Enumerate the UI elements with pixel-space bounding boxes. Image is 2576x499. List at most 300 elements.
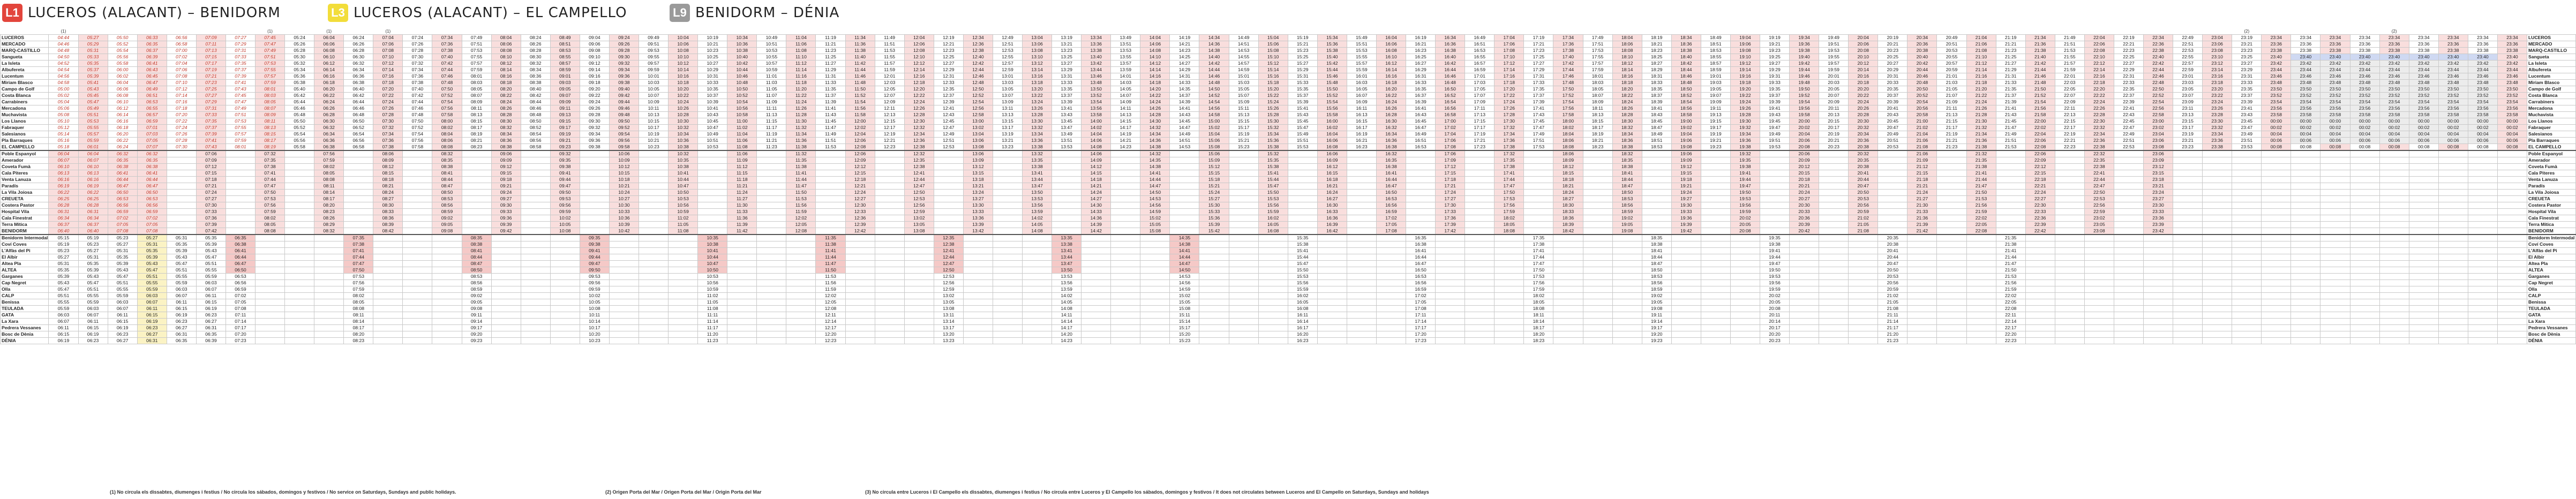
- time-cell: 07:19: [196, 67, 226, 73]
- time-cell: [1849, 338, 1878, 344]
- time-cell: 18:23: [1642, 48, 1671, 54]
- time-cell: [2409, 274, 2438, 280]
- time-cell: [727, 248, 757, 254]
- time-cell: 23:42: [2350, 61, 2379, 67]
- time-cell: [2262, 157, 2291, 164]
- time-cell: [1082, 319, 1111, 325]
- time-cell: 23:52: [2291, 93, 2320, 99]
- time-cell: [2291, 150, 2320, 157]
- time-cell: 07:35: [255, 157, 284, 164]
- time-cell: 10:20: [580, 331, 609, 338]
- time-cell: 22:12: [2084, 61, 2114, 67]
- time-cell: [1701, 338, 1730, 344]
- time-cell: [373, 293, 403, 299]
- time-cell: 13:32: [1023, 125, 1052, 131]
- time-cell: 16:15: [1347, 118, 1376, 125]
- time-cell: 14:15: [1082, 170, 1111, 177]
- time-cell: 09:36: [580, 138, 609, 144]
- time-cell: [2173, 228, 2203, 235]
- time-cell: 14:18: [1082, 177, 1111, 183]
- time-cell: 20:37: [1878, 93, 1907, 99]
- note-mark: [1583, 28, 1612, 35]
- time-cell: 18:36: [1671, 41, 1701, 48]
- time-cell: [2320, 202, 2350, 209]
- time-cell: 07:35: [344, 235, 373, 241]
- time-cell: [2025, 248, 2055, 254]
- time-cell: 19:16: [1730, 73, 1760, 80]
- note-mark: [1111, 28, 1140, 35]
- time-cell: 09:14: [580, 67, 609, 73]
- time-cell: 17:53: [1583, 48, 1612, 54]
- time-cell: 13:50: [1082, 86, 1111, 93]
- time-cell: 13:03: [993, 80, 1022, 86]
- time-cell: [2291, 293, 2320, 299]
- time-cell: 22:56: [2143, 105, 2173, 112]
- time-cell: 12:28: [904, 112, 934, 118]
- time-cell: 13:20: [1023, 86, 1052, 93]
- time-cell: 19:27: [1760, 61, 1789, 67]
- time-cell: 15:04: [1258, 35, 1288, 41]
- time-cell: 10:19: [639, 131, 669, 138]
- time-cell: 21:15: [1907, 170, 1937, 177]
- station-name: Bosc de Dènia: [1, 331, 49, 338]
- time-cell: [2350, 248, 2379, 254]
- time-cell: 23:24: [2203, 99, 2232, 105]
- time-cell: [1730, 319, 1760, 325]
- time-cell: 06:38: [108, 164, 137, 170]
- time-cell: 10:33: [698, 80, 727, 86]
- time-cell: 14:35: [1170, 86, 1199, 93]
- time-cell: 08:36: [491, 138, 521, 144]
- time-cell: 14:06: [1140, 41, 1170, 48]
- time-cell: 09:35: [580, 235, 609, 241]
- time-cell: [639, 190, 669, 196]
- time-cell: 08:20: [314, 202, 344, 209]
- time-cell: 22:23: [1996, 338, 2025, 344]
- time-cell: [403, 325, 432, 331]
- time-cell: [2203, 338, 2232, 344]
- time-cell: 21:31: [1996, 73, 2025, 80]
- time-cell: 07:32: [373, 125, 403, 131]
- note-mark: [1642, 28, 1671, 35]
- time-cell: [2497, 209, 2527, 215]
- time-cell: 12:17: [875, 125, 904, 131]
- time-cell: [757, 286, 786, 293]
- time-cell: [1111, 254, 1140, 261]
- time-cell: 22:53: [2173, 48, 2203, 54]
- time-cell: 09:47: [550, 183, 580, 190]
- time-cell: [727, 267, 757, 274]
- time-cell: [1436, 331, 1465, 338]
- time-cell: [934, 215, 963, 222]
- time-cell: [875, 261, 904, 267]
- time-cell: 06:02: [108, 73, 137, 80]
- time-cell: 14:39: [1082, 222, 1111, 228]
- time-cell: 06:15: [108, 319, 137, 325]
- time-cell: 10:21: [639, 138, 669, 144]
- time-cell: 09:07: [550, 93, 580, 99]
- time-cell: [1583, 286, 1612, 293]
- time-cell: 06:33: [137, 35, 167, 41]
- time-cell: [1376, 235, 1406, 241]
- time-cell: 19:35: [1760, 86, 1789, 93]
- time-cell: [2291, 202, 2320, 209]
- time-cell: 07:38: [255, 164, 284, 170]
- time-cell: [609, 306, 639, 312]
- time-cell: 08:11: [255, 118, 284, 125]
- time-cell: [2114, 222, 2143, 228]
- time-cell: 19:47: [1760, 125, 1789, 131]
- time-cell: 08:11: [344, 312, 373, 319]
- time-cell: [1288, 157, 1317, 164]
- time-cell: [875, 228, 904, 235]
- time-cell: 17:57: [1583, 61, 1612, 67]
- time-cell: 23:36: [2409, 41, 2438, 48]
- time-cell: 06:19: [78, 183, 108, 190]
- time-cell: [1229, 325, 1258, 331]
- time-cell: 14:21: [1170, 41, 1199, 48]
- time-cell: 23:16: [2203, 73, 2232, 80]
- time-cell: [2468, 222, 2497, 228]
- time-cell: [1701, 209, 1730, 215]
- time-cell: 15:27: [1199, 196, 1229, 202]
- time-cell: [521, 325, 550, 331]
- time-cell: 06:20: [314, 86, 344, 93]
- time-cell: 08:08: [314, 177, 344, 183]
- time-cell: [1849, 254, 1878, 261]
- time-cell: [491, 312, 521, 319]
- time-cell: [2262, 235, 2291, 241]
- time-cell: 12:57: [993, 61, 1022, 67]
- time-cell: 22:05: [1996, 299, 2025, 306]
- station-name: Coveta Fumà: [2527, 164, 2576, 170]
- time-cell: 06:28: [49, 202, 78, 209]
- time-cell: 19:41: [1760, 248, 1789, 254]
- time-cell: 09:39: [491, 222, 521, 228]
- time-cell: [1376, 299, 1406, 306]
- time-cell: 10:12: [609, 164, 639, 170]
- time-cell: [757, 299, 786, 306]
- time-cell: 06:34: [78, 215, 108, 222]
- time-cell: [2350, 177, 2379, 183]
- time-cell: 21:24: [1966, 99, 1996, 105]
- time-cell: 13:47: [1052, 125, 1082, 131]
- time-cell: [1730, 293, 1760, 299]
- time-cell: 07:35: [196, 118, 226, 125]
- time-cell: 17:41: [1494, 170, 1524, 177]
- time-cell: 12:08: [816, 306, 845, 312]
- time-cell: 16:04: [1317, 131, 1347, 138]
- time-cell: 08:33: [373, 209, 403, 215]
- time-cell: [2468, 338, 2497, 344]
- time-cell: [875, 331, 904, 338]
- time-cell: [1023, 331, 1052, 338]
- time-cell: [1406, 222, 1436, 228]
- time-cell: 06:27: [196, 319, 226, 325]
- station-name: Amerador: [1, 157, 49, 164]
- time-cell: 06:40: [78, 228, 108, 235]
- time-cell: [1790, 254, 1819, 261]
- station-name: Hospital Vila: [1, 209, 49, 215]
- time-cell: [314, 299, 344, 306]
- time-cell: 11:41: [816, 248, 845, 254]
- time-cell: 21:51: [2055, 41, 2084, 48]
- time-cell: [1288, 228, 1317, 235]
- time-cell: [2379, 228, 2409, 235]
- table-row: [1, 48, 2576, 54]
- time-cell: 14:09: [1111, 99, 1140, 105]
- time-cell: 20:53: [1849, 196, 1878, 202]
- time-cell: [1849, 280, 1878, 286]
- time-cell: 13:21: [993, 138, 1022, 144]
- time-cell: 22:27: [2114, 61, 2143, 67]
- time-cell: 00:06: [2497, 138, 2527, 144]
- time-cell: [2173, 312, 2203, 319]
- time-cell: [963, 254, 993, 261]
- note-mark: [1907, 28, 1937, 35]
- time-cell: [1524, 228, 1553, 235]
- time-cell: 05:35: [137, 248, 167, 254]
- time-cell: 16:09: [1317, 157, 1347, 164]
- time-cell: [2114, 325, 2143, 331]
- time-cell: [1023, 235, 1052, 241]
- time-cell: 10:34: [669, 131, 698, 138]
- time-cell: [2143, 254, 2173, 261]
- time-cell: 19:23: [1642, 338, 1671, 344]
- time-cell: [1790, 267, 1819, 274]
- time-cell: 20:47: [1878, 261, 1907, 267]
- time-cell: 08:08: [255, 228, 284, 235]
- time-cell: 20:11: [1819, 105, 1849, 112]
- time-cell: 20:25: [1878, 54, 1907, 61]
- time-cell: [1052, 222, 1082, 228]
- time-cell: [2055, 306, 2084, 312]
- time-cell: 23:38: [2262, 48, 2291, 54]
- time-cell: [904, 331, 934, 338]
- time-cell: 21:19: [1996, 35, 2025, 41]
- time-cell: [1199, 241, 1229, 248]
- time-cell: [993, 215, 1022, 222]
- time-cell: [2379, 248, 2409, 254]
- time-cell: [2350, 312, 2379, 319]
- time-cell: 12:44: [904, 177, 934, 183]
- time-cell: [639, 215, 669, 222]
- time-cell: [727, 254, 757, 261]
- time-cell: 17:20: [1406, 331, 1436, 338]
- time-cell: [1111, 274, 1140, 280]
- time-cell: 10:21: [698, 41, 727, 48]
- time-cell: 10:36: [669, 138, 698, 144]
- time-cell: 00:06: [2350, 138, 2379, 144]
- time-cell: [2025, 293, 2055, 299]
- time-cell: [757, 331, 786, 338]
- time-cell: 07:15: [196, 54, 226, 61]
- time-cell: 08:02: [344, 293, 373, 299]
- time-cell: 19:39: [1760, 99, 1789, 105]
- time-cell: [2379, 261, 2409, 267]
- time-cell: 10:50: [727, 86, 757, 93]
- time-cell: [1111, 286, 1140, 293]
- time-cell: 07:57: [226, 131, 255, 138]
- time-cell: [1553, 325, 1583, 331]
- time-cell: 16:23: [1347, 144, 1376, 151]
- time-cell: [1524, 222, 1553, 228]
- time-cell: 22:03: [2055, 80, 2084, 86]
- station-name: Poble Espanyol: [2527, 150, 2576, 157]
- time-cell: 15:31: [1288, 73, 1317, 80]
- time-cell: [255, 274, 284, 280]
- time-cell: 17:28: [1494, 112, 1524, 118]
- time-cell: 14:00: [1082, 118, 1111, 125]
- time-cell: 23:37: [2232, 93, 2262, 99]
- time-cell: 14:44: [1140, 177, 1170, 183]
- time-cell: [1819, 286, 1849, 293]
- time-cell: [2114, 331, 2143, 338]
- time-cell: 10:20: [669, 86, 698, 93]
- time-cell: [1966, 312, 1996, 319]
- time-cell: 07:59: [344, 286, 373, 293]
- time-cell: 10:32: [669, 125, 698, 131]
- time-cell: 13:12: [1023, 61, 1052, 67]
- time-cell: 16:08: [1376, 48, 1406, 54]
- time-cell: 16:44: [1406, 254, 1436, 261]
- time-cell: 13:05: [934, 299, 963, 306]
- time-cell: [669, 299, 698, 306]
- time-cell: 19:37: [1760, 93, 1789, 99]
- time-cell: 09:26: [580, 105, 609, 112]
- note-mark: [2114, 28, 2143, 35]
- time-cell: 21:52: [2025, 93, 2055, 99]
- time-cell: 20:36: [1849, 138, 1878, 144]
- time-cell: 17:21: [1465, 138, 1494, 144]
- time-cell: [1907, 306, 1937, 312]
- time-cell: 22:19: [2114, 35, 2143, 41]
- time-cell: [1347, 157, 1376, 164]
- time-cell: 11:35: [786, 157, 816, 164]
- time-cell: [1494, 312, 1524, 319]
- time-cell: 18:32: [1612, 150, 1642, 157]
- time-cell: [2291, 306, 2320, 312]
- time-cell: [1436, 267, 1465, 274]
- time-cell: [2379, 312, 2409, 319]
- time-cell: [521, 222, 550, 228]
- time-cell: [314, 267, 344, 274]
- time-cell: 07:32: [403, 61, 432, 67]
- time-cell: 06:35: [137, 41, 167, 48]
- table-row: [1, 306, 2576, 312]
- time-cell: 21:45: [1996, 118, 2025, 125]
- time-cell: [521, 331, 550, 338]
- time-cell: [550, 248, 580, 254]
- time-cell: 21:04: [1907, 131, 1937, 138]
- table-row: [1, 118, 2576, 125]
- time-cell: 05:00: [49, 86, 78, 93]
- time-cell: [669, 235, 698, 241]
- time-cell: [1082, 241, 1111, 248]
- time-cell: [1790, 325, 1819, 331]
- station-name: Salesianos: [1, 131, 49, 138]
- time-cell: 08:38: [462, 241, 491, 248]
- time-cell: [1023, 312, 1052, 319]
- time-cell: 22:21: [2114, 41, 2143, 48]
- time-cell: 05:57: [78, 131, 108, 138]
- time-cell: [2143, 286, 2173, 293]
- time-cell: 18:54: [1671, 99, 1701, 105]
- time-cell: [2203, 248, 2232, 254]
- time-cell: 17:39: [1436, 222, 1465, 228]
- time-cell: 19:36: [1671, 215, 1701, 222]
- time-cell: 23:58: [2497, 112, 2527, 118]
- time-cell: 07:02: [226, 293, 255, 299]
- time-cell: [1878, 228, 1907, 235]
- time-cell: 08:10: [491, 54, 521, 61]
- time-cell: 13:42: [963, 228, 993, 235]
- time-cell: 20:52: [1907, 93, 1937, 99]
- time-cell: [727, 312, 757, 319]
- note-mark: [904, 28, 934, 35]
- time-cell: [2114, 183, 2143, 190]
- time-cell: 14:49: [1170, 131, 1199, 138]
- time-cell: [1612, 312, 1642, 319]
- time-cell: 07:56: [432, 105, 462, 112]
- time-cell: [2232, 150, 2262, 157]
- footnote-3: (3) No circula entre Luceros i El Campello els dissabtes, diumenges i festius / No circula entre Luceros y El Campello los sábados, domingos y festivos / It does not circulates between Luceros and El Campello on Saturdays, Sundays and holidays: [865, 489, 1429, 495]
- time-cell: [934, 228, 963, 235]
- time-cell: 20:51: [1878, 138, 1907, 144]
- time-cell: 16:34: [1376, 131, 1406, 138]
- time-cell: [2173, 164, 2203, 170]
- time-cell: [698, 150, 727, 157]
- time-cell: [727, 325, 757, 331]
- time-cell: 22:08: [1966, 228, 1996, 235]
- time-cell: [2232, 319, 2262, 325]
- time-cell: 19:36: [1790, 41, 1819, 48]
- time-cell: 21:44: [1996, 254, 2025, 261]
- time-cell: 06:10: [49, 164, 78, 170]
- time-cell: [550, 254, 580, 261]
- time-cell: [2084, 274, 2114, 280]
- time-cell: 21:06: [1907, 138, 1937, 144]
- time-cell: 15:30: [1258, 118, 1288, 125]
- time-cell: [1671, 241, 1701, 248]
- time-cell: 23:42: [2320, 61, 2350, 67]
- time-cell: [2497, 157, 2527, 164]
- time-cell: [491, 325, 521, 331]
- station-name: Fabraquer: [1, 125, 49, 131]
- time-cell: [1907, 248, 1937, 254]
- time-cell: [1878, 222, 1907, 228]
- note-mark: (1): [267, 28, 273, 34]
- time-cell: 23:54: [2350, 99, 2379, 105]
- time-cell: 11:47: [816, 125, 845, 131]
- time-cell: 22:16: [2084, 73, 2114, 80]
- time-cell: 17:41: [1524, 105, 1553, 112]
- time-cell: 20:56: [1878, 280, 1907, 286]
- table-row: [1, 254, 2576, 261]
- time-cell: [1671, 267, 1701, 274]
- time-cell: 19:09: [1671, 157, 1701, 164]
- time-cell: [1671, 331, 1701, 338]
- time-cell: 18:16: [1612, 73, 1642, 80]
- time-cell: 23:46: [2379, 73, 2409, 80]
- time-cell: [1937, 170, 1966, 177]
- time-cell: [1907, 338, 1937, 344]
- time-cell: 23:49: [2232, 131, 2262, 138]
- time-cell: [1376, 274, 1406, 280]
- time-cell: 07:08: [167, 73, 196, 80]
- time-cell: [226, 209, 255, 215]
- time-cell: [1023, 338, 1052, 344]
